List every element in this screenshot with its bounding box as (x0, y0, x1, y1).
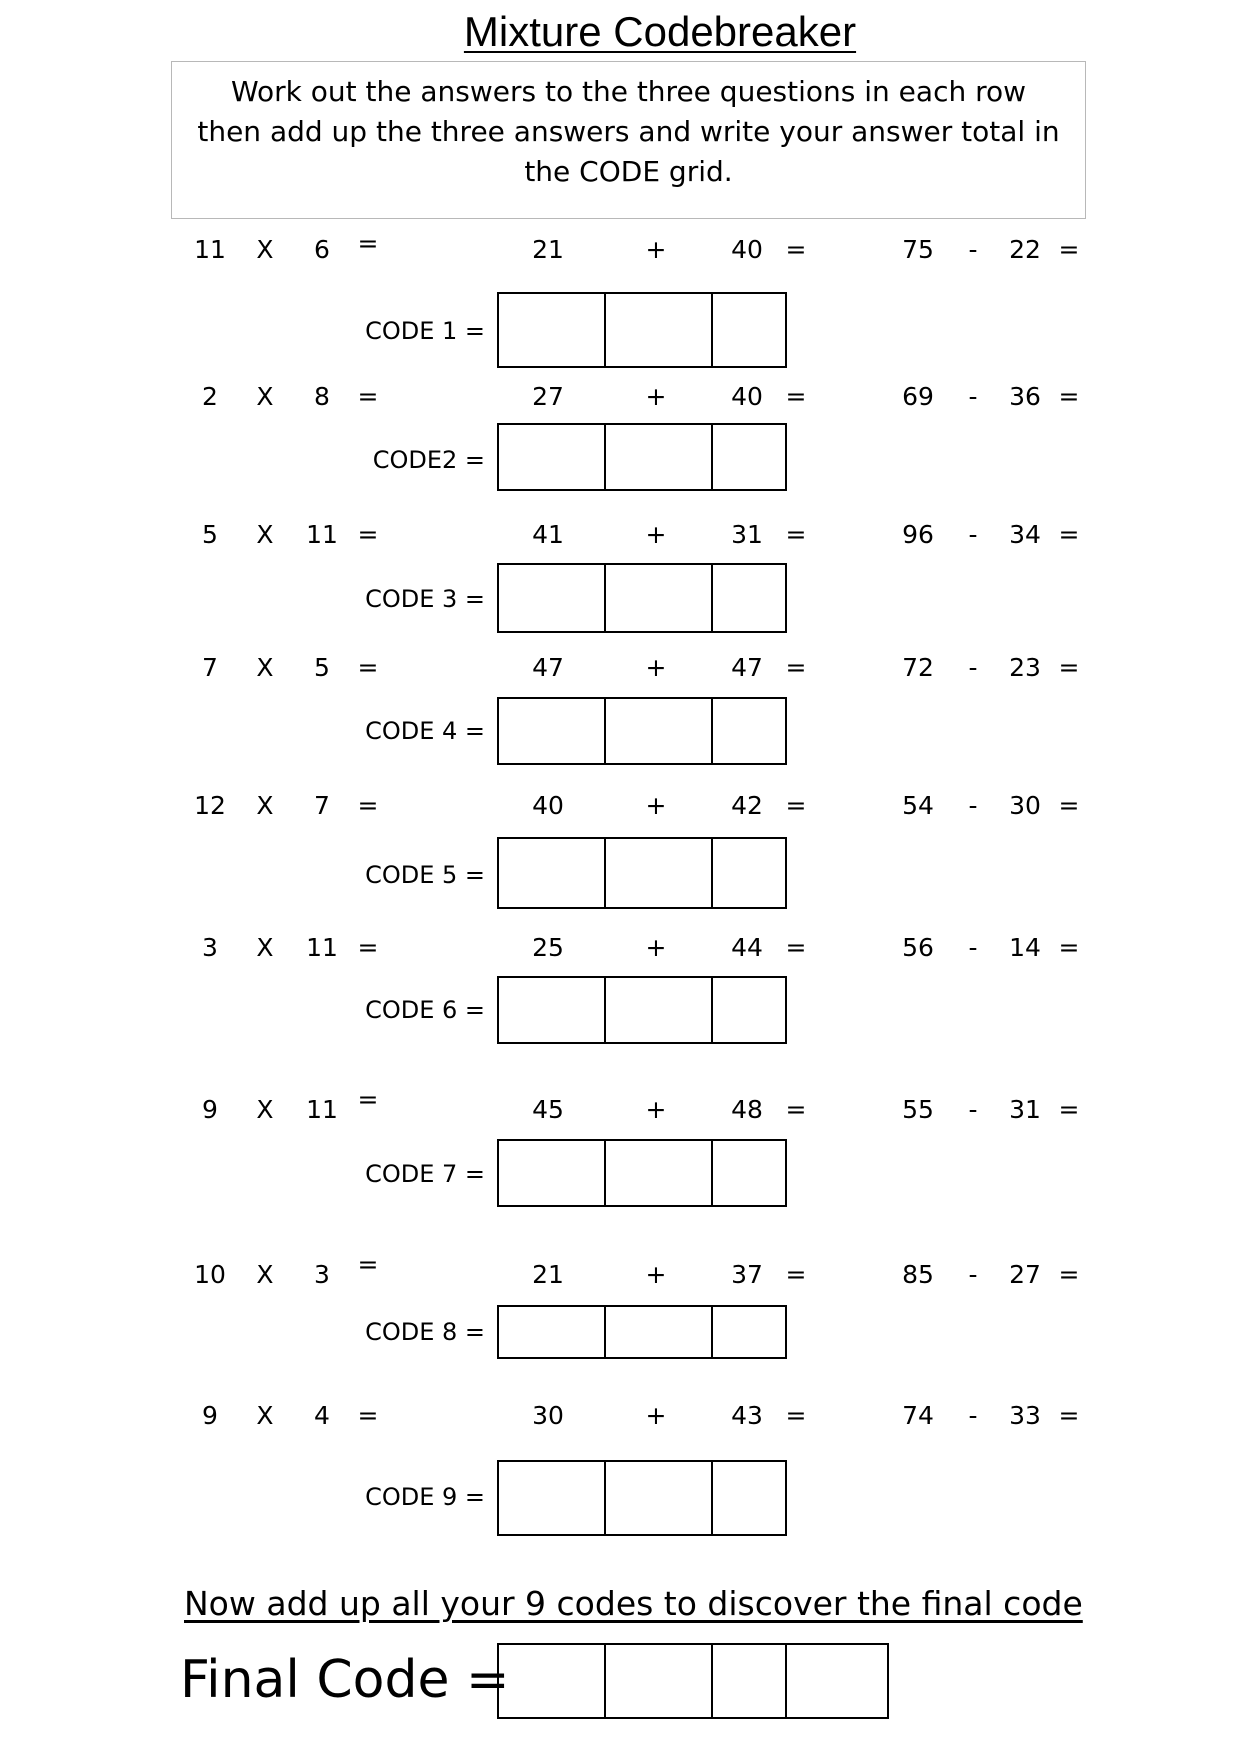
row4-add-op: + (645, 653, 667, 682)
row2-sub-a: 69 (902, 382, 934, 411)
row7-mult-b: 11 (306, 1095, 338, 1124)
row3-sub-eq: = (1058, 520, 1080, 549)
row1-mult-b: 6 (314, 235, 330, 264)
code-label-6: CODE 6 = (365, 996, 485, 1024)
code-grid-7 (497, 1139, 787, 1207)
code-grid-3 (497, 563, 787, 633)
code-grid-5 (497, 837, 787, 909)
row1-sub-op: - (968, 235, 978, 264)
code-5-digit-2[interactable] (604, 837, 713, 909)
code-grid-9 (497, 1460, 787, 1536)
row2-mult-b: 8 (314, 382, 330, 411)
code-7-digit-3[interactable] (711, 1139, 787, 1207)
row1-add-op: + (645, 235, 667, 264)
code-label-1: CODE 1 = (365, 317, 485, 345)
row9-mult-a: 9 (202, 1401, 218, 1430)
row2-sub-b: 36 (1009, 382, 1041, 411)
row9-mult-op: X (256, 1401, 274, 1430)
code-5-digit-3[interactable] (711, 837, 787, 909)
row5-add-a: 40 (532, 791, 564, 820)
code-label-8: CODE 8 = (365, 1318, 485, 1346)
code-7-digit-2[interactable] (604, 1139, 713, 1207)
code-label-4: CODE 4 = (365, 717, 485, 745)
row1-sub-a: 75 (902, 235, 934, 264)
row8-mult-b: 3 (314, 1260, 330, 1289)
row7-add-op: + (645, 1095, 667, 1124)
code-6-digit-1[interactable] (497, 976, 606, 1044)
row3-add-eq: = (785, 520, 807, 549)
code-grid-2 (497, 423, 787, 491)
row7-sub-eq: = (1058, 1095, 1080, 1124)
row1-add-a: 21 (532, 235, 564, 264)
row1-add-b: 40 (731, 235, 763, 264)
instructions-box (171, 61, 1086, 219)
row8-mult-op: X (256, 1260, 274, 1289)
row9-add-op: + (645, 1401, 667, 1430)
row9-mult-b: 4 (314, 1401, 330, 1430)
row6-sub-a: 56 (902, 933, 934, 962)
row8-mult-a: 10 (194, 1260, 226, 1289)
code-2-digit-3[interactable] (711, 423, 787, 491)
row1-mult-op: X (256, 235, 274, 264)
row6-add-a: 25 (532, 933, 564, 962)
final-code-digit-1[interactable] (497, 1643, 606, 1719)
row9-sub-b: 33 (1009, 1401, 1041, 1430)
final-code-digit-3[interactable] (711, 1643, 787, 1719)
row3-mult-op: X (256, 520, 274, 549)
row2-add-b: 40 (731, 382, 763, 411)
row5-sub-b: 30 (1009, 791, 1041, 820)
row9-add-a: 30 (532, 1401, 564, 1430)
page-title: Mixture Codebreaker (463, 8, 857, 55)
row2-add-a: 27 (532, 382, 564, 411)
final-code-digit-4[interactable] (785, 1643, 889, 1719)
row8-add-a: 21 (532, 1260, 564, 1289)
row9-sub-op: - (968, 1401, 978, 1430)
code-9-digit-3[interactable] (711, 1460, 787, 1536)
code-label-5: CODE 5 = (365, 861, 485, 889)
row5-add-eq: = (785, 791, 807, 820)
code-label-9: CODE 9 = (365, 1483, 485, 1511)
row8-add-op: + (645, 1260, 667, 1289)
row8-add-b: 37 (731, 1260, 763, 1289)
code-4-digit-3[interactable] (711, 697, 787, 765)
row9-add-b: 43 (731, 1401, 763, 1430)
row7-mult-eq: = (357, 1085, 379, 1114)
code-3-digit-1[interactable] (497, 563, 606, 633)
row8-sub-a: 85 (902, 1260, 934, 1289)
code-label-7: CODE 7 = (365, 1160, 485, 1188)
row5-mult-b: 7 (314, 791, 330, 820)
final-code-grid (497, 1643, 889, 1719)
code-2-digit-2[interactable] (604, 423, 713, 491)
row1-sub-b: 22 (1009, 235, 1041, 264)
row3-sub-op: - (968, 520, 978, 549)
code-label-3: CODE 3 = (365, 585, 485, 613)
row5-sub-op: - (968, 791, 978, 820)
row4-mult-eq: = (357, 653, 379, 682)
code-4-digit-2[interactable] (604, 697, 713, 765)
row1-mult-eq: = (357, 229, 379, 258)
code-grid-4 (497, 697, 787, 765)
row4-add-a: 47 (532, 653, 564, 682)
code-1-digit-3[interactable] (711, 292, 787, 368)
row6-mult-b: 11 (306, 933, 338, 962)
row7-add-eq: = (785, 1095, 807, 1124)
row6-sub-eq: = (1058, 933, 1080, 962)
row7-add-b: 48 (731, 1095, 763, 1124)
row4-mult-op: X (256, 653, 274, 682)
code-grid-1 (497, 292, 787, 368)
row4-sub-op: - (968, 653, 978, 682)
row8-mult-eq: = (357, 1250, 379, 1279)
row8-sub-op: - (968, 1260, 978, 1289)
row4-add-b: 47 (731, 653, 763, 682)
row3-mult-b: 11 (306, 520, 338, 549)
row3-mult-eq: = (357, 520, 379, 549)
row5-mult-a: 12 (194, 791, 226, 820)
row2-mult-a: 2 (202, 382, 218, 411)
row6-add-b: 44 (731, 933, 763, 962)
row2-add-eq: = (785, 382, 807, 411)
row2-add-op: + (645, 382, 667, 411)
row5-add-op: + (645, 791, 667, 820)
row3-sub-a: 96 (902, 520, 934, 549)
code-3-digit-3[interactable] (711, 563, 787, 633)
code-label-2: CODE2 = (372, 446, 485, 474)
code-1-digit-2[interactable] (604, 292, 713, 368)
row2-mult-eq: = (357, 382, 379, 411)
row8-sub-eq: = (1058, 1260, 1080, 1289)
row6-mult-a: 3 (202, 933, 218, 962)
row5-mult-op: X (256, 791, 274, 820)
row7-add-a: 45 (532, 1095, 564, 1124)
code-8-digit-3[interactable] (711, 1305, 787, 1359)
row7-mult-op: X (256, 1095, 274, 1124)
row4-add-eq: = (785, 653, 807, 682)
row2-sub-op: - (968, 382, 978, 411)
code-9-digit-2[interactable] (604, 1460, 713, 1536)
row5-add-b: 42 (731, 791, 763, 820)
code-4-digit-1[interactable] (497, 697, 606, 765)
code-grid-8 (497, 1305, 787, 1359)
instructions-text: Work out the answers to the three questions in each row then add up the three answers and write your answer total in the CODE grid. (197, 75, 1060, 188)
row3-sub-b: 34 (1009, 520, 1041, 549)
final-code-label: Final Code = (180, 1650, 510, 1710)
row6-mult-op: X (256, 933, 274, 962)
row7-sub-op: - (968, 1095, 978, 1124)
row4-sub-a: 72 (902, 653, 934, 682)
row6-sub-op: - (968, 933, 978, 962)
code-8-digit-1[interactable] (497, 1305, 606, 1359)
row6-add-eq: = (785, 933, 807, 962)
row3-mult-a: 5 (202, 520, 218, 549)
row7-sub-b: 31 (1009, 1095, 1041, 1124)
code-1-digit-1[interactable] (497, 292, 606, 368)
row9-sub-a: 74 (902, 1401, 934, 1430)
row7-sub-a: 55 (902, 1095, 934, 1124)
final-code-digit-2[interactable] (604, 1643, 713, 1719)
row6-sub-b: 14 (1009, 933, 1041, 962)
code-6-digit-3[interactable] (711, 976, 787, 1044)
code-9-digit-1[interactable] (497, 1460, 606, 1536)
row1-add-eq: = (785, 235, 807, 264)
row3-add-a: 41 (532, 520, 564, 549)
row9-sub-eq: = (1058, 1401, 1080, 1430)
row8-sub-b: 27 (1009, 1260, 1041, 1289)
code-grid-6 (497, 976, 787, 1044)
row5-mult-eq: = (357, 791, 379, 820)
final-code-instruction: Now add up all your 9 codes to discover the final code (184, 1584, 1083, 1623)
row1-sub-eq: = (1058, 235, 1080, 264)
row6-mult-eq: = (357, 933, 379, 962)
row7-mult-a: 9 (202, 1095, 218, 1124)
row9-mult-eq: = (357, 1401, 379, 1430)
row6-add-op: + (645, 933, 667, 962)
row4-sub-b: 23 (1009, 653, 1041, 682)
row1-mult-a: 11 (194, 235, 226, 264)
row4-mult-b: 5 (314, 653, 330, 682)
row2-mult-op: X (256, 382, 274, 411)
row5-sub-eq: = (1058, 791, 1080, 820)
row9-add-eq: = (785, 1401, 807, 1430)
code-2-digit-1[interactable] (497, 423, 606, 491)
row3-add-op: + (645, 520, 667, 549)
code-6-digit-2[interactable] (604, 976, 713, 1044)
row3-add-b: 31 (731, 520, 763, 549)
row4-mult-a: 7 (202, 653, 218, 682)
row4-sub-eq: = (1058, 653, 1080, 682)
row8-add-eq: = (785, 1260, 807, 1289)
code-7-digit-1[interactable] (497, 1139, 606, 1207)
row2-sub-eq: = (1058, 382, 1080, 411)
row5-sub-a: 54 (902, 791, 934, 820)
code-3-digit-2[interactable] (604, 563, 713, 633)
code-5-digit-1[interactable] (497, 837, 606, 909)
code-8-digit-2[interactable] (604, 1305, 713, 1359)
